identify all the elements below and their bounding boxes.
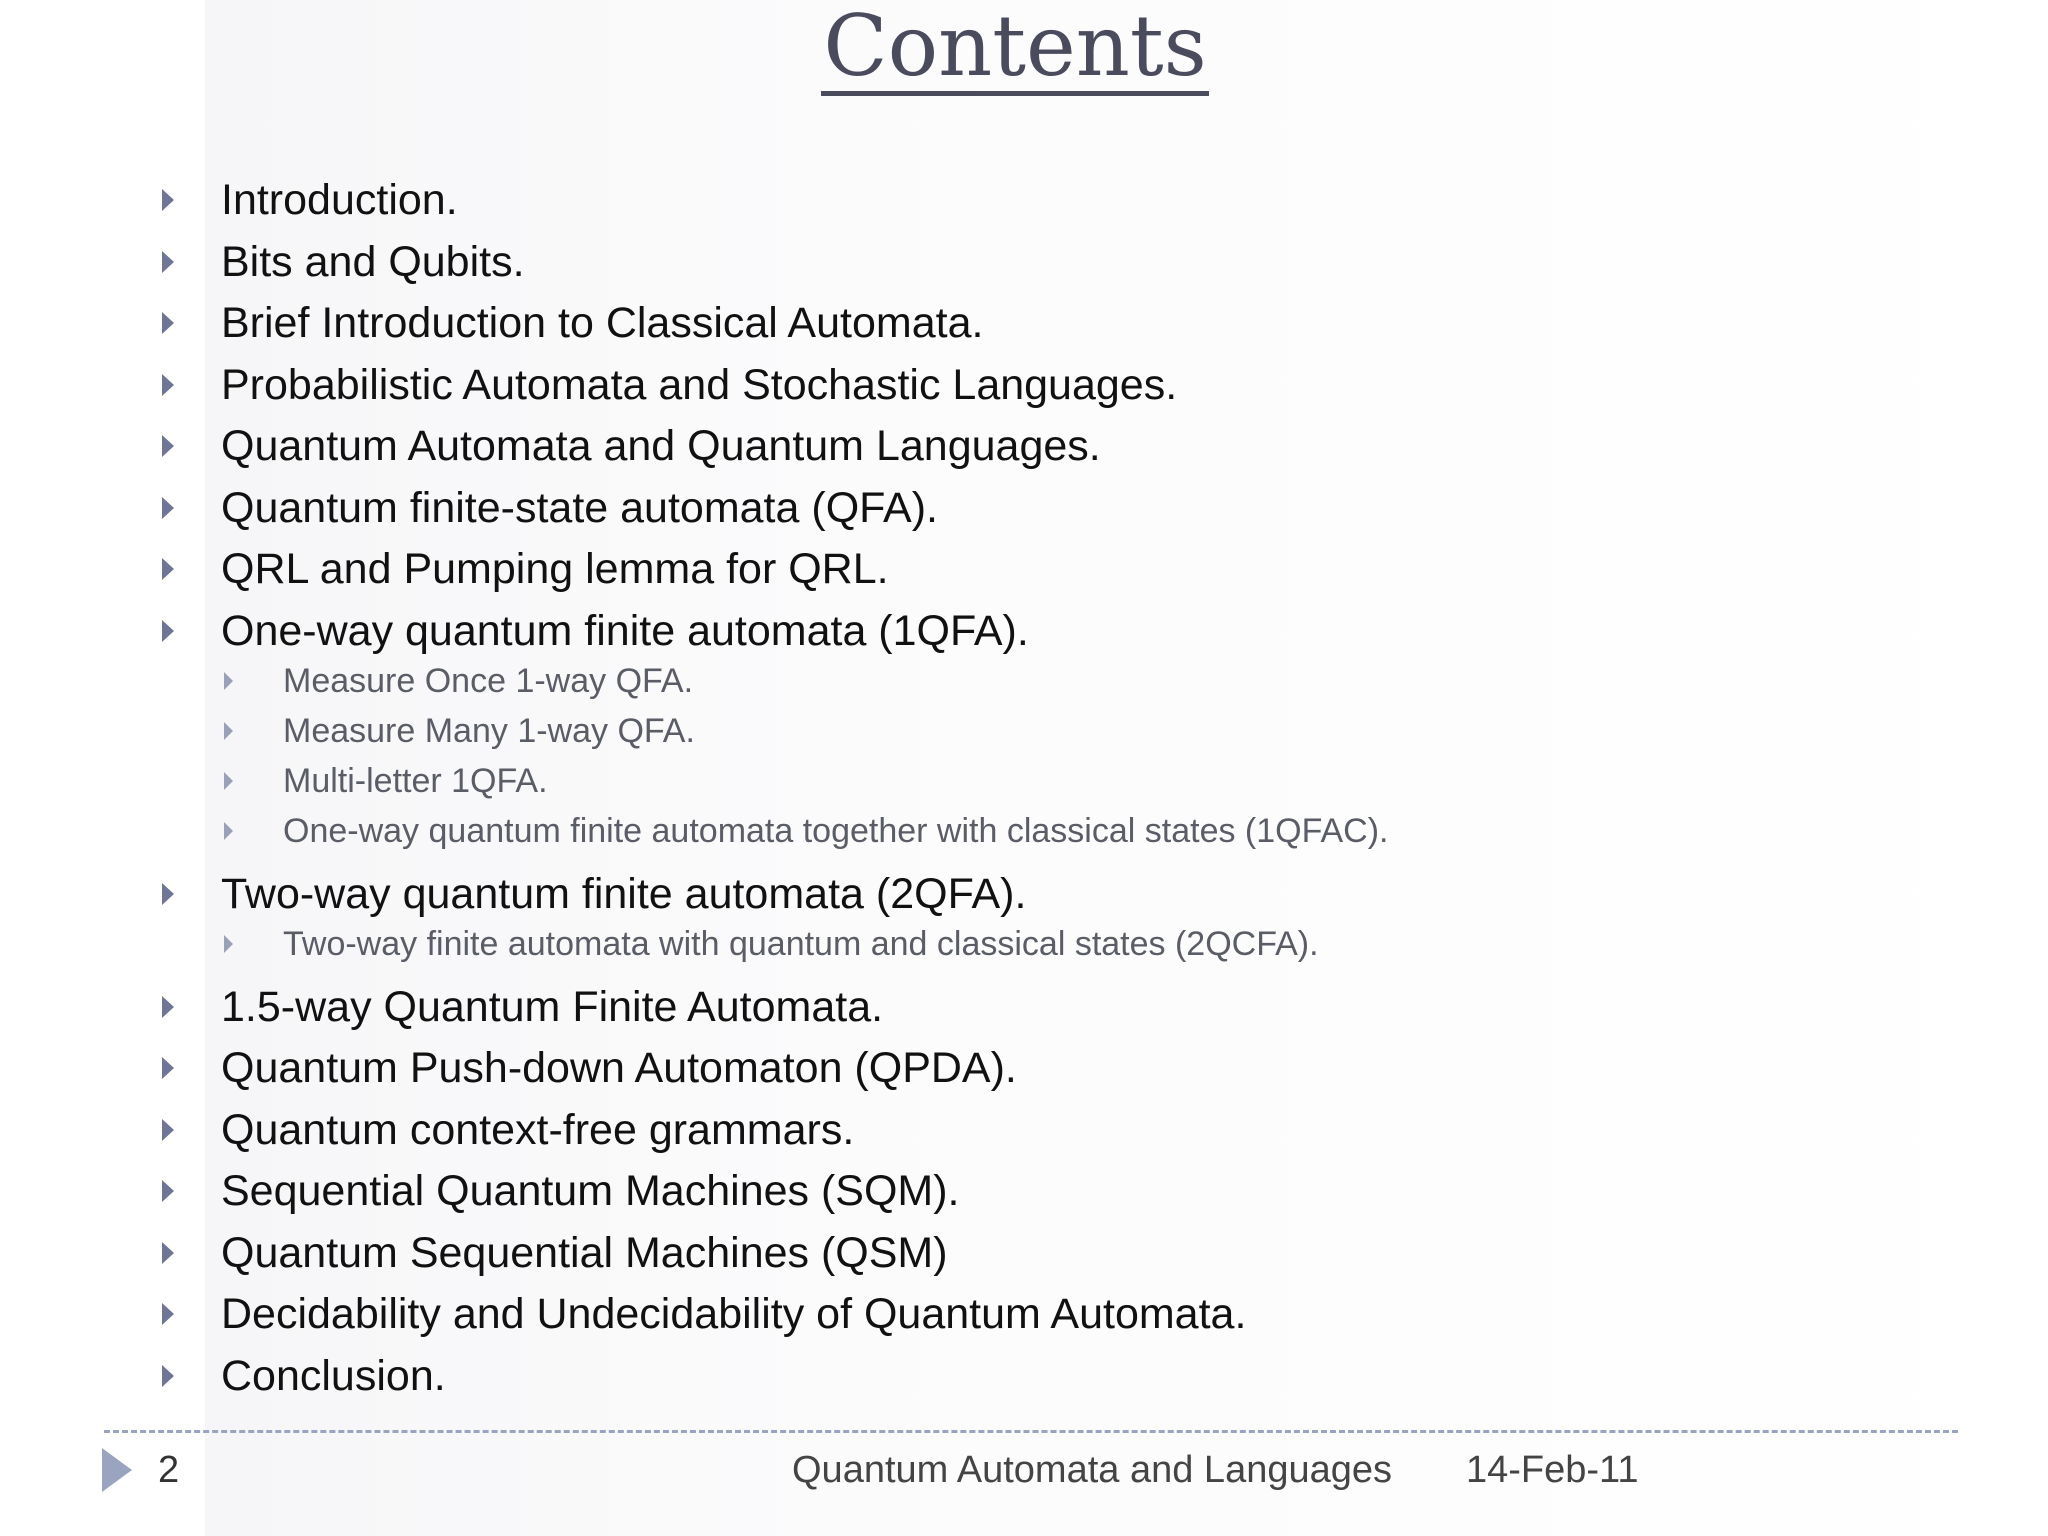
list-item-text: QRL and Pumping lemma for QRL. xyxy=(221,545,889,593)
list-item-text: 1.5-way Quantum Finite Automata. xyxy=(221,982,884,1031)
list-item-text: Introduction. xyxy=(221,176,458,224)
list-item-text: Bits and Qubits. xyxy=(221,237,525,286)
bullet-triangle-icon xyxy=(224,935,233,953)
list-item-text: Brief Introduction to Classical Automata. xyxy=(221,299,984,347)
list-item-text: Sequential Quantum Machines (SQM). xyxy=(221,1167,960,1215)
bullet-triangle-icon xyxy=(162,1057,174,1079)
bullet-triangle-icon xyxy=(162,189,174,211)
list-item-text: Quantum finite-state automata (QFA). xyxy=(221,483,938,532)
bullet-triangle-icon xyxy=(162,435,174,457)
list-item-text: Quantum Automata and Quantum Languages. xyxy=(221,422,1101,470)
bullet-triangle-icon xyxy=(224,722,233,740)
page-number: 2 xyxy=(158,1449,180,1491)
bullet-triangle-icon xyxy=(162,1180,174,1202)
bullet-triangle-icon xyxy=(224,822,233,840)
bullet-triangle-icon xyxy=(162,1242,174,1264)
bullet-triangle-icon xyxy=(162,312,174,334)
list-item-text: Quantum Push-down Automaton (QPDA). xyxy=(221,1044,1017,1092)
bullet-triangle-icon xyxy=(162,620,174,642)
bullet-triangle-icon xyxy=(162,497,174,519)
bullet-triangle-icon xyxy=(224,672,233,690)
slide-title-text: Contents xyxy=(823,0,1207,95)
sub-list-item-text: Two-way finite automata with quantum and classical states (2QCFA). xyxy=(283,924,1319,963)
footer-arrow-icon xyxy=(102,1448,132,1492)
bullet-triangle-icon xyxy=(162,251,174,273)
bullet-triangle-icon xyxy=(162,1303,174,1325)
sub-list-item-text: Multi-letter 1QFA. xyxy=(283,761,548,800)
sub-list-item-text: One-way quantum finite automata together with classical states (1QFAC). xyxy=(283,811,1389,850)
list-item-text: One-way quantum finite automata (1QFA). xyxy=(221,606,1029,655)
bullet-triangle-icon xyxy=(162,1119,174,1141)
list-item-text: Decidability and Undecidability of Quantum Automata. xyxy=(221,1290,1247,1338)
list-item-text: Quantum context-free grammars. xyxy=(221,1105,855,1154)
list-item-text: Two-way quantum finite automata (2QFA). xyxy=(221,869,1027,918)
bullet-triangle-icon xyxy=(162,374,174,396)
slide-title xyxy=(0,0,2030,96)
list-item-text: Conclusion. xyxy=(221,1351,446,1400)
bullet-triangle-icon xyxy=(224,772,233,790)
bullet-triangle-icon xyxy=(162,558,174,580)
list-item-text: Quantum Sequential Machines (QSM) xyxy=(221,1228,948,1277)
bullet-triangle-icon xyxy=(162,1365,174,1387)
footer-presentation-title: Quantum Automata and Languages xyxy=(792,1449,1393,1491)
sub-list-item-text: Measure Many 1-way QFA. xyxy=(283,711,695,750)
bullet-triangle-icon xyxy=(162,996,174,1018)
footer-divider xyxy=(104,1430,1958,1433)
list-item-text: Probabilistic Automata and Stochastic Languages. xyxy=(221,360,1178,409)
bullet-triangle-icon xyxy=(162,883,174,905)
footer-date: 14-Feb-11 xyxy=(1466,1449,1639,1491)
sub-list-item-text: Measure Once 1-way QFA. xyxy=(283,661,694,700)
